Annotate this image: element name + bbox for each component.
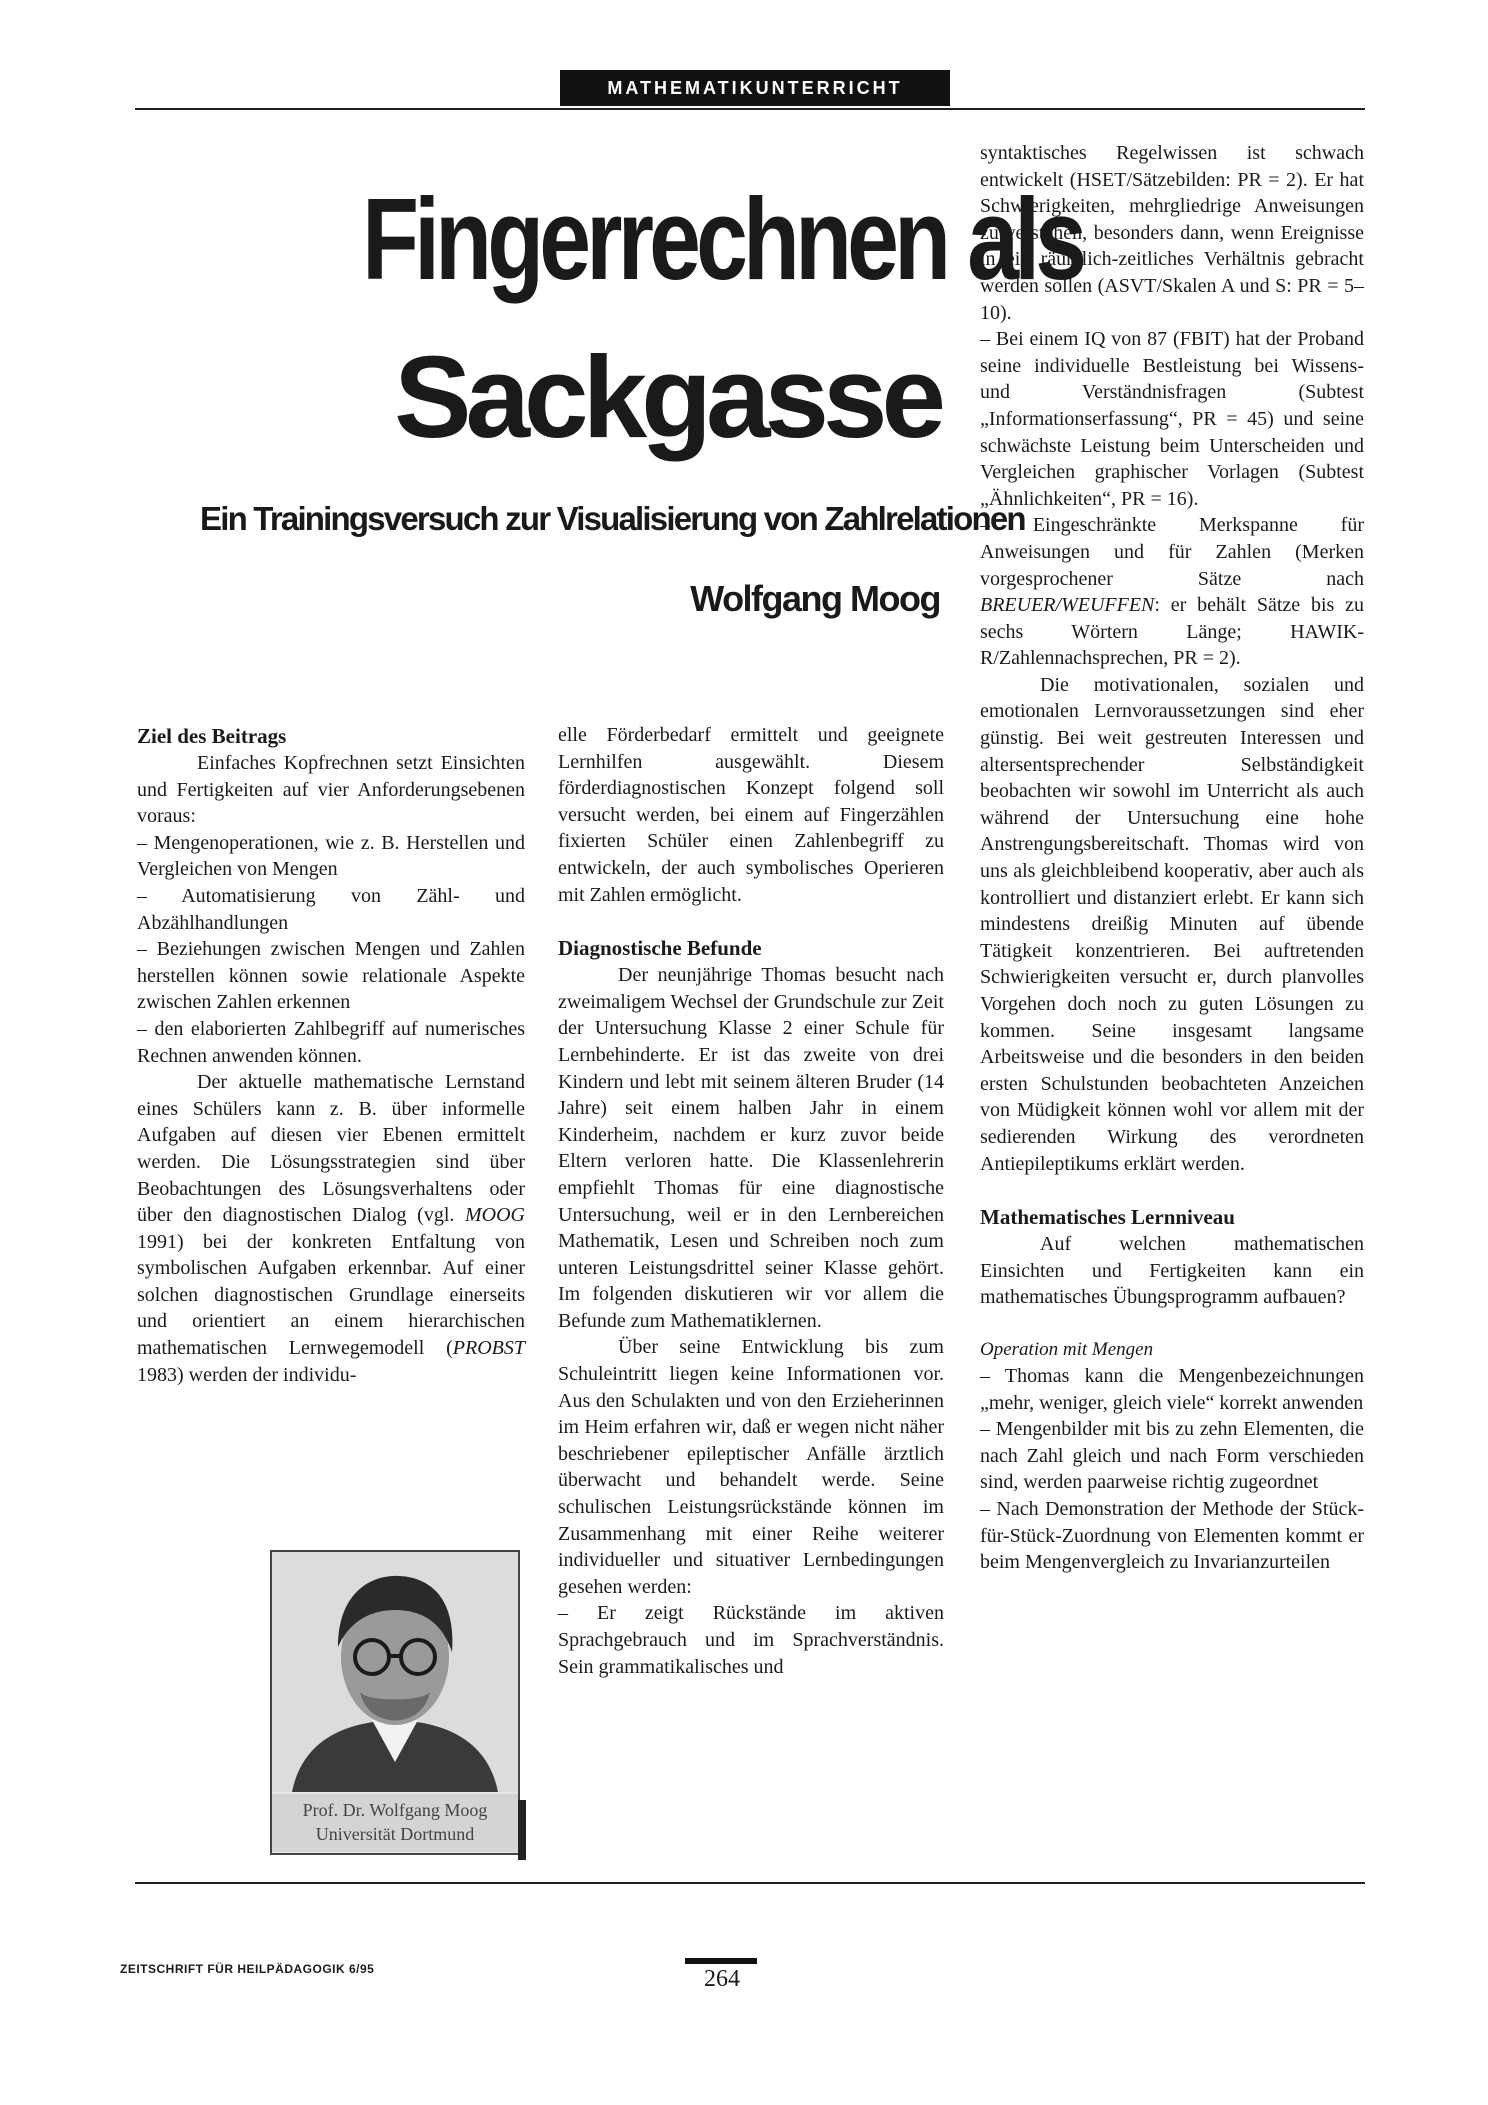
paragraph: syntaktisches Regelwissen ist schwach entwickelt (HSET/Sätzebilden: PR = 2). Er hat Schwierigkeiten, mehrgliedrige Anweisungen zu verstehen, besonders dann, wenn Ereignisse in ein räumlich-zeitliches Verhältnis gebracht werden sollen (ASVT/Skalen A und S: PR = 5–10). <box>980 142 1364 324</box>
column-3 <box>980 140 1364 1576</box>
text-run: 1983) werden der individu- <box>137 1363 357 1386</box>
column-2 <box>558 722 944 1680</box>
article-title <box>220 160 1083 476</box>
paragraph: Über seine Entwicklung bis zum Schuleintritt liegen keine Informationen vor. Aus den Schulakten und von den Erzieherinnen im Heim erfahren wir, daß er wegen nicht näher beschriebener epileptischer Anfälle ärztlich überwacht und behandelt werde. Seine schulischen Leistungsrückstände können im Zusammenhang mit einer Reihe weiterer individueller und situativer Lernbedingungen gesehen werden: <box>558 1336 944 1598</box>
bullet-item: – Thomas kann die Mengenbezeichnungen „mehr, weniger, gleich viele“ korrekt anwenden <box>980 1364 1364 1414</box>
citation: PROBST <box>452 1337 525 1360</box>
article-subtitle: Ein Trainingsversuch zur Visualisierung von Zahlrelationen <box>200 500 1025 537</box>
text-run: – Eingeschränkte Merkspanne für Anweisungen und für Zahlen (Merken vorgesprochener Sätze nach <box>980 514 1364 590</box>
spacer <box>558 908 944 934</box>
page-number: 264 <box>704 1966 740 1992</box>
bullet-item: – Mengenoperationen, wie z. B. Herstellen und Vergleichen von Mengen <box>137 831 525 881</box>
text-run: 1991) bei der konkreten Entfaltung von symbolischen Aufgaben erkennbar. Auf einer solchen diagnostischen Grundlage einerseits und orientiert an einem hierarchischen mathematischen Lernwegemodell ( <box>137 1230 525 1360</box>
bullet-item: – Nach Demonstration der Methode der Stück-für-Stück-Zuordnung von Elementen kommt er beim Mengenvergleich zu Invarianzurteilen <box>980 1497 1364 1574</box>
journal-footer: ZEITSCHRIFT FÜR HEILPÄDAGOGIK 6/95 <box>120 1962 375 1976</box>
text-run: : er behält Sätze bis zu sechs Wörtern Länge; HAWIK-R/Zahlennachsprechen, PR = 2). <box>980 594 1364 670</box>
bullet-item: – Automatisierung von Zähl- und Abzählhandlungen <box>137 884 525 934</box>
bottom-rule <box>135 1882 1365 1884</box>
bullet-item: – Bei einem IQ von 87 (FBIT) hat der Proband seine individuelle Bestleistung bei Wissens- und Verständnisfragen (Subtest „Informationserfassung“, PR = 45) und seine schwächste Leistung beim Unterscheiden und Vergleichen graphischer Vorlagen (Subtest „Ähnlichkeiten“, PR = 16). <box>980 328 1364 510</box>
bullet-item: – Beziehungen zwischen Mengen und Zahlen herstellen können sowie relationale Aspekte zwischen Zahlen erkennen <box>137 938 525 1014</box>
caption-affiliation: Universität Dortmund <box>315 1824 475 1844</box>
caption-name: Prof. Dr. Wolfgang Moog <box>302 1800 488 1820</box>
section-banner: MATHEMATIKUNTERRICHT <box>560 70 950 106</box>
article-author: Wolfgang Moog <box>690 578 940 619</box>
bullet-item: – Er zeigt Rückstände im aktiven Sprachgebrauch und im Sprachverständnis. Sein grammatikalisches und <box>558 1602 944 1678</box>
citation: BREUER/WEUFFEN <box>980 594 1155 617</box>
title-line-2: Sackgasse <box>394 332 940 462</box>
title-line-1: Fingerrechnen als <box>362 174 1083 304</box>
photo-caption <box>272 1794 518 1852</box>
heading-lernniveau: Mathematisches Lernniveau <box>980 1205 1235 1230</box>
subheading-operation-mengen: Operation mit Mengen <box>980 1338 1154 1360</box>
author-portrait <box>272 1552 518 1792</box>
spacer <box>980 1177 1364 1203</box>
bullet-item: – den elaborierten Zahlbegriff auf numerisches Rechnen anwenden können. <box>137 1017 525 1067</box>
spacer <box>980 1311 1364 1337</box>
paragraph <box>137 1069 525 1388</box>
paragraph: Die motivationalen, sozialen und emotionalen Lernvoraussetzungen sind eher günstig. Bei weit gestreuten Interessen und altersentsprechender Selbständigkeit beobachten wir sowohl im Unterricht als auch während der Untersuchung eine hohe Anstrengungsbereitschaft. Thomas wird von uns als gleichbleibend kooperativ, aber auch als kontrolliert und distanziert erlebt. Er kann sich mindestens dreißig Minuten auf übende Tätigkeit konzentrieren. Bei auftretenden Schwierigkeiten versucht er, durch planvolles Vorgehen doch noch zu guten Lösungen zu kommen. Seine insgesamt langsame Arbeitsweise und die besonders in den beiden ersten Schulstunden beobachteten Anzeichen von Müdigkeit können wohl vor allem mit der sedierenden Wirkung des verordneten Antiepileptikums erklärt werden. <box>980 673 1364 1175</box>
photo-shadow <box>518 1800 526 1860</box>
paragraph: elle Förderbedarf ermittelt und geeignete Lernhilfen ausgewählt. Diesem förderdiagnostischen Konzept folgend soll versucht werden, bei einem auf Fingerzählen fixierten Schüler einen Zahlenbegriff zu entwickeln, der auch symbolisches Operieren mit Zahlen ermöglicht. <box>558 724 944 906</box>
heading-diagnostische-befunde: Diagnostische Befunde <box>558 936 762 961</box>
text-run: Der aktuelle mathematische Lernstand eines Schülers kann z. B. über informelle Aufgaben auf diesen vier Ebenen ermittelt werden. Die Lösungsstrategien sind über Beobachtungen des Lösungsverhaltens oder über den diagnostischen Dialog (vgl. <box>137 1071 525 1227</box>
paragraph: Einfaches Kopfrechnen setzt Einsichten und Fertigkeiten auf vier Anforderungsebenen voraus: <box>137 752 525 828</box>
bullet-item <box>980 512 1364 672</box>
top-rule <box>135 108 1365 110</box>
paragraph: Der neunjährige Thomas besucht nach zweimaligem Wechsel der Grundschule zur Zeit der Untersuchung Klasse 2 einer Schule für Lernbehinderte. Er ist das zweite von drei Kindern und lebt mit seinem älteren Bruder (14 Jahre) seit einem halben Jahr in einem Kinderheim, nachdem er kurz zuvor beide Eltern verloren hatte. Die Klassenlehrerin empfiehlt Thomas für eine diagnostische Untersuchung, weil er in den Lernbereichen Mathematik, Lesen und Schreiben noch zum unteren Leistungsdrittel seiner Klasse gehört. Im folgenden diskutieren wir vor allem die Befunde zum Mathematiklernen. <box>558 964 944 1332</box>
paragraph: Auf welchen mathematischen Einsichten und Fertigkeiten kann ein mathematisches Übungsprogramm aufbauen? <box>980 1233 1364 1309</box>
bullet-item: – Mengenbilder mit bis zu zehn Elementen, die nach Zahl gleich und nach Form verschieden sind, werden paarweise richtig zugeordnet <box>980 1418 1364 1494</box>
citation: MOOG <box>465 1204 525 1227</box>
author-photo <box>270 1550 520 1855</box>
heading-ziel: Ziel des Beitrags <box>137 724 287 748</box>
column-1 <box>137 722 525 1388</box>
page-number-bar <box>685 1958 757 1964</box>
